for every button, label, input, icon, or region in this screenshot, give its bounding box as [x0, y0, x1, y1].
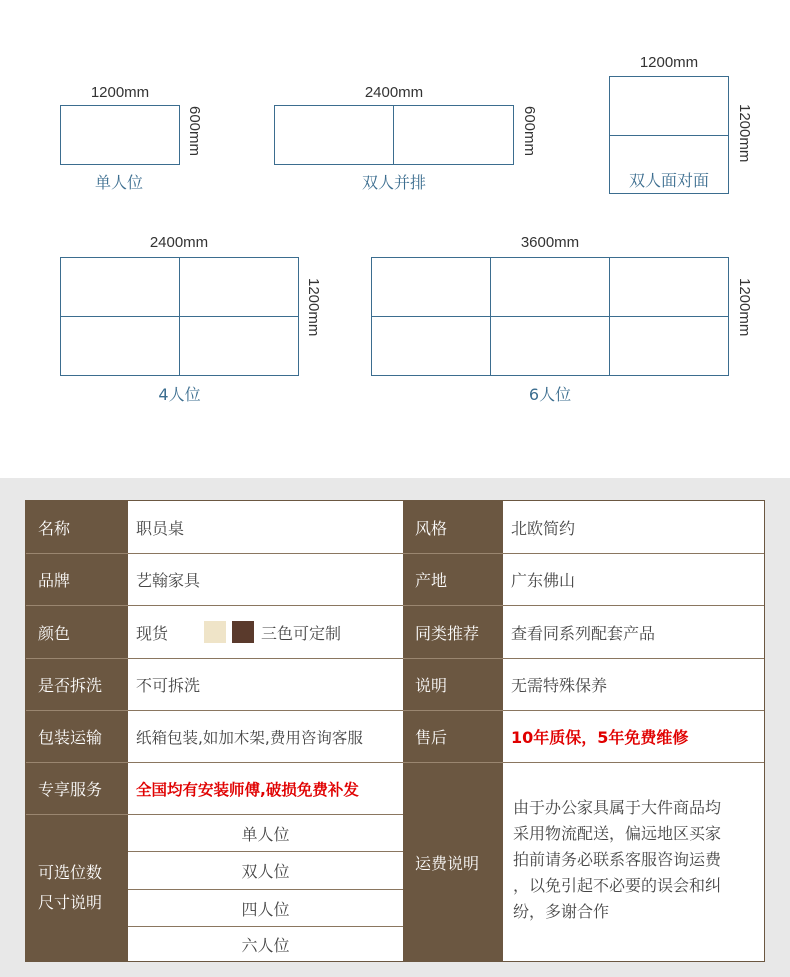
four-caption: 4人位	[158, 385, 201, 404]
double-face-width-label: 1200mm	[639, 54, 699, 71]
single-depth-label: 600mm	[186, 106, 203, 157]
freight-line-3: 拍前请务必联系客服咨询运费	[513, 850, 722, 869]
double-side-desk-box	[274, 105, 514, 165]
row-divider	[128, 605, 403, 606]
freight-note	[513, 795, 763, 925]
row-divider	[128, 762, 403, 763]
origin-value: 广东佛山	[511, 571, 576, 590]
options-label-line-1: 可选位数	[38, 863, 103, 882]
row-divider	[128, 710, 403, 711]
wash-value: 不可拆洗	[136, 676, 201, 695]
after-sales-value: 10年质保，5年免费维修	[511, 728, 689, 747]
pack-value: 纸箱包装,如加木架,费用咨询客服	[136, 728, 363, 747]
row-divider	[503, 553, 764, 554]
header-divider	[26, 605, 128, 606]
freight-label: 运费说明	[403, 763, 503, 961]
options-label	[26, 815, 128, 961]
row-divider	[503, 710, 764, 711]
spec-section	[0, 478, 790, 977]
double-face-caption: 双人面对面	[628, 171, 709, 190]
double-side-caption: 双人并排	[361, 173, 426, 192]
freight-line-1: 由于办公家具属于大件商品均	[513, 798, 722, 817]
desk-size-diagram	[0, 0, 790, 478]
header-divider	[26, 762, 128, 763]
divider	[610, 135, 728, 136]
row-divider	[128, 814, 403, 815]
service-value: 全国均有安装师傅,破损免费补发	[136, 780, 359, 799]
freight-line-4: ，以免引起不必要的误会和纠	[513, 876, 722, 895]
brand-value: 艺翰家具	[136, 571, 201, 590]
style-value: 北欧简约	[511, 518, 576, 538]
similar-value[interactable]: 查看同系列配套产品	[511, 623, 656, 643]
four-desk-box	[60, 257, 299, 376]
row-divider	[128, 658, 403, 659]
row-divider	[503, 605, 764, 606]
header-divider	[403, 553, 503, 554]
option-six[interactable]: 六人位	[241, 935, 290, 955]
color-prefix: 现货	[136, 623, 169, 643]
color-swatch-oak	[204, 621, 226, 643]
color-value	[128, 606, 403, 658]
name-value: 职员桌	[136, 518, 185, 538]
row-divider	[503, 762, 764, 763]
single-width-label: 1200mm	[90, 84, 150, 101]
six-caption: 6人位	[528, 385, 572, 404]
option-single[interactable]: 单人位	[241, 824, 290, 844]
row-divider	[128, 851, 403, 852]
single-caption: 单人位	[94, 173, 143, 192]
row-divider	[128, 889, 403, 890]
single-desk-box	[60, 105, 180, 165]
origin-label: 产地	[403, 554, 503, 605]
header-divider	[403, 605, 503, 606]
divider	[61, 316, 298, 317]
header-divider	[403, 762, 503, 763]
double-face-depth-label: 1200mm	[736, 104, 753, 163]
six-width-label: 3600mm	[520, 234, 580, 251]
four-width-label: 2400mm	[149, 234, 209, 251]
spec-table	[25, 500, 765, 962]
option-double[interactable]: 双人位	[241, 862, 290, 881]
pack-label: 包装运输	[26, 711, 128, 762]
row-divider	[503, 658, 764, 659]
header-divider	[403, 710, 503, 711]
option-four[interactable]: 四人位	[241, 899, 290, 919]
header-divider	[26, 658, 128, 659]
freight-line-5: 纷，多谢合作	[513, 902, 610, 921]
name-label: 名称	[26, 501, 128, 553]
header-divider	[26, 710, 128, 711]
row-divider	[128, 926, 403, 927]
double-side-width-label: 2400mm	[364, 84, 424, 101]
header-divider	[26, 553, 128, 554]
color-label: 颜色	[26, 606, 128, 658]
note-value: 无需特殊保养	[511, 676, 608, 695]
header-divider	[403, 658, 503, 659]
color-suffix: 三色可定制	[261, 623, 342, 643]
color-swatch-walnut	[232, 621, 254, 643]
similar-label: 同类推荐	[403, 606, 503, 658]
freight-line-2: 采用物流配送，偏远地区买家	[513, 824, 722, 843]
header-divider	[26, 814, 128, 815]
row-divider	[128, 553, 403, 554]
six-depth-label: 1200mm	[736, 278, 753, 337]
four-depth-label: 1200mm	[305, 278, 322, 337]
service-label: 专享服务	[26, 763, 128, 814]
wash-label: 是否拆洗	[26, 659, 128, 710]
color-swatch-white	[176, 621, 198, 643]
double-side-depth-label: 600mm	[521, 106, 538, 157]
note-label: 说明	[403, 659, 503, 710]
style-label: 风格	[403, 501, 503, 553]
brand-label: 品牌	[26, 554, 128, 605]
six-desk-box	[371, 257, 729, 376]
options-label-line-2: 尺寸说明	[38, 893, 103, 912]
divider	[393, 106, 394, 164]
divider	[372, 316, 728, 317]
after-sales-label: 售后	[403, 711, 503, 762]
